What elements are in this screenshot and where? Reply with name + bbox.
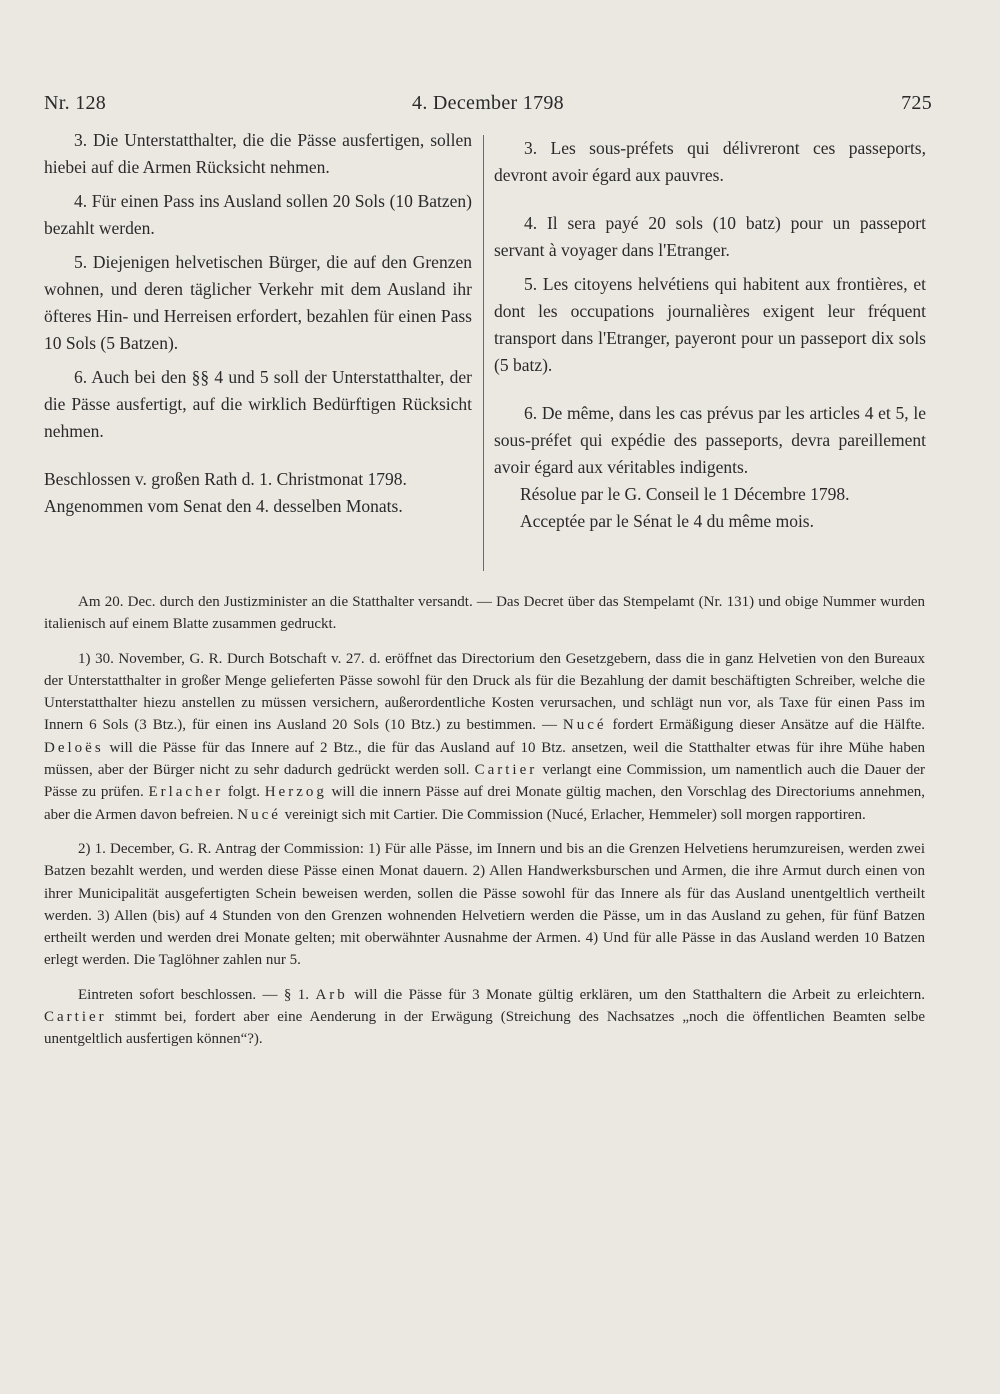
footnote-1-text: vereinigt sich mit Cartier. Die Commission (Nucé, Erlacher, Hemmeler) soll morgen rapportiren. <box>284 806 866 823</box>
speaker-name: Nucé <box>562 717 607 734</box>
footnotes <box>44 591 925 1051</box>
french-resolution-line: Résolue par le G. Conseil le 1 Décembre 1798. <box>520 484 850 504</box>
page-date: 4. December 1798 <box>412 92 564 114</box>
running-header <box>44 92 932 122</box>
speaker-name: Arb <box>315 986 348 1003</box>
french-column <box>494 135 926 580</box>
footnote-1-text: will die innern Pässe auf drei Monate gültig machen, den Vorschlag des Directoriums annehmen, aber die Armen davon befreien. <box>44 784 926 823</box>
speaker-name: Cartier <box>474 762 538 779</box>
page-number: 725 <box>901 92 932 114</box>
footnote-2: 2) 1. December, G. R. Antrag der Commission: 1) Für alle Pässe, im Innern und bis an die Grenzen Helvetiens herumzureisen, werden zwei Batzen bezahlt werden, und werden diese Pässe einen Monat dauern. 2) Allen Handwerksburschen und Armen, die ihre Armut durch einen von ihrer Municipalität ausgefertigten Schein beweisen werden, sollen die Pässe sowohl für das Innere als für das Ausland unentgeltlich vertheilt werden. 3) Allen (bis) auf 4 Stunden von den Grenzen wohnenden Helvetiern werden die Pässe, um in das Ausland zu gehen, für fünf Batzen ertheilt werden und werden drei Monate gelten; mit oberwähnter Ausnahme der Armen. 4) Und für alle Pässe in das Ausland werden 10 Batzen erlegt werden. Die Taglöhner zahlen nur 5. <box>44 840 925 969</box>
footnote-1-text: will die Pässe für das Innere auf 2 Btz., die für das Ausland auf 10 Btz. ansetzen, weil die Statthalter etwas für ihre Mühe haben müssen, aber der Bürger nicht zu sehr dadurch gedrückt werden soll. <box>44 739 925 779</box>
footnote-3-text: stimmt bei, fordert aber eine Aenderung in der Erwägung (Streichung des Nachsatzes „noch die öffentlichen Beamten selbe unentgeltlich ausfertigen können“?). <box>44 1009 925 1048</box>
german-acceptance-line: Angenommen vom Senat den 4. desselben Monats. <box>44 496 403 516</box>
dispatch-note: Am 20. Dec. durch den Justizminister an die Statthalter versandt. — Das Decret über das Stempelamt (Nr. 131) und obige Nummer wurden italienisch auf einem Blatte zusammen gedruckt. <box>44 594 925 633</box>
german-article-5: 5. Diejenigen helvetischen Bürger, die auf den Grenzen wohnen, und deren täglicher Verkehr mit dem Ausland ihr öfteres Hin- und Herreisen erfordert, bezahlen für einen Pass 10 Sols (5 Batzen). <box>44 252 472 353</box>
german-article-4: 4. Für einen Pass ins Ausland sollen 20 Sols (10 Batzen) bezahlt werden. <box>44 191 472 238</box>
speaker-name: Cartier <box>44 1009 107 1026</box>
german-resolution-line: Beschlossen v. großen Rath d. 1. Christmonat 1798. <box>44 469 407 489</box>
footnote-1 <box>44 648 925 826</box>
footnote-3 <box>44 984 925 1051</box>
speaker-name: Nucé <box>237 806 281 823</box>
speaker-name: Herzog <box>264 784 327 801</box>
german-article-6: 6. Auch bei den §§ 4 und 5 soll der Unterstatthalter, der die Pässe ausfertigt, auf die wirklich Bedürftigen Rücksicht nehmen. <box>44 367 472 441</box>
footnote-3-text: Eintreten sofort beschlossen. — § 1. <box>78 986 310 1003</box>
footnote-1-text: fordert Ermäßigung dieser Ansätze auf die Hälfte. <box>612 717 926 734</box>
french-article-4: 4. Il sera payé 20 sols (10 batz) pour un passeport servant à voyager dans l'Etranger. <box>494 213 926 260</box>
french-acceptance-line: Acceptée par le Sénat le 4 du même mois. <box>520 511 814 531</box>
document-number: Nr. 128 <box>44 92 107 114</box>
footnote-1-text: verlangt eine Commission, um namentlich auch die Dauer der Pässe zu prüfen. <box>44 762 926 801</box>
footnote-1-text: folgt. <box>227 784 261 801</box>
footnote-3-text: will die Pässe für 3 Monate gültig erklären, um den Statthaltern die Arbeit zu erleichtern. <box>354 986 926 1003</box>
german-column <box>44 127 472 577</box>
french-article-6: 6. De même, dans les cas prévus par les articles 4 et 5, le sous-préfet qui expédie des passeports, devra pareillement avoir égard aux véritables indigents. <box>494 403 926 477</box>
footnote-1-text: 1) 30. November, G. R. Durch Botschaft v. 27. d. eröffnet das Directorium den Gesetzgebern, dass die in ganz Helvetien von den Bureaux der Unterstatthalter in großer Menge gelieferten Pässe sowohl für den Druck als für die Bezahlung der damit beschäftigten Schreiber, welche die Unterstatthalter hiezu anstellen zu müssen versichern, außerordentliche Kosten verursachen, und schlägt nun vor, als Taxe für einen Pass im Innern 6 Sols (3 Btz.), für einen ins Ausland 20 Sols (10 Btz.) zu bestimmen. — <box>44 650 925 734</box>
column-divider <box>483 135 484 571</box>
speaker-name: Erlacher <box>148 784 224 801</box>
german-article-3: 3. Die Unterstatthalter, die die Pässe ausfertigen, sollen hiebei auf die Armen Rücksicht nehmen. <box>44 130 472 177</box>
french-article-5: 5. Les citoyens helvétiens qui habitent aux frontières, et dont les occupations journalières exigent leur fréquent transport dans l'Etranger, payeront pour un passeport dix sols (5 batz). <box>494 274 926 375</box>
french-article-3: 3. Les sous-préfets qui délivreront ces passeports, devront avoir égard aux pauvres. <box>494 138 926 185</box>
speaker-name: Deloës <box>44 739 104 756</box>
